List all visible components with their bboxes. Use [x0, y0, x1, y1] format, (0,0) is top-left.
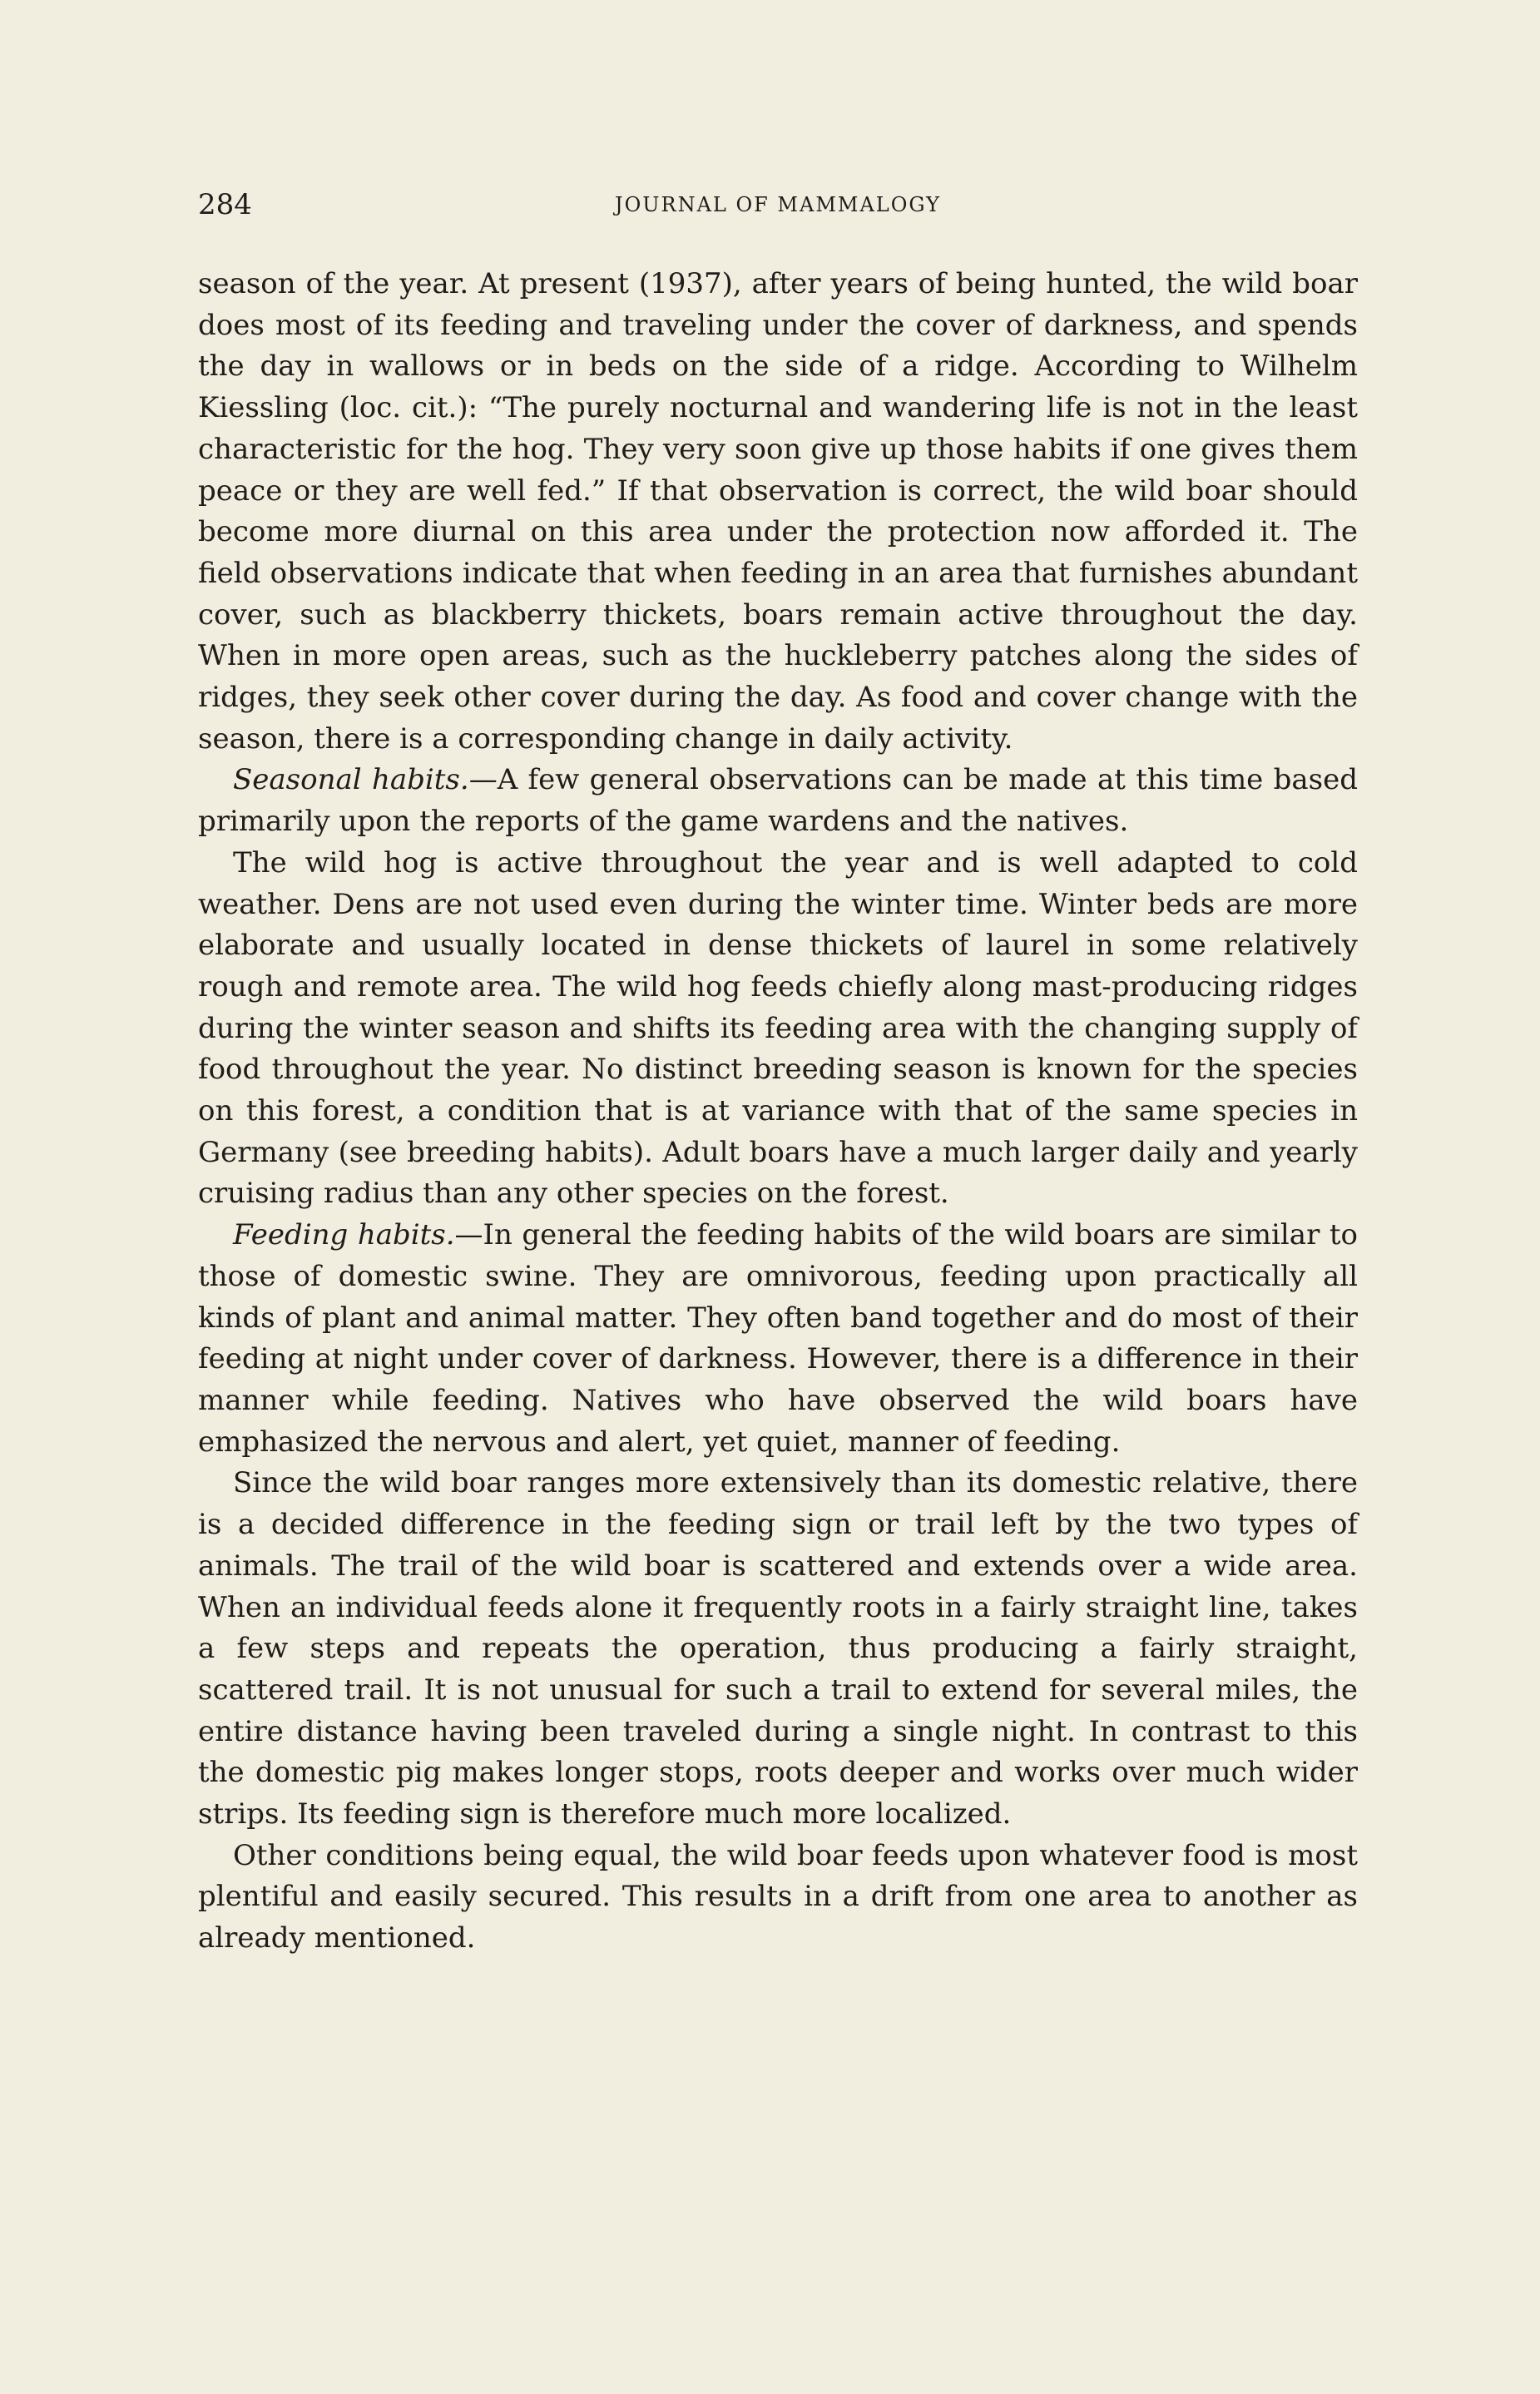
paragraph-seasonal-habits [198, 760, 1358, 842]
section-heading-seasonal-habits: Seasonal habits. [233, 763, 469, 797]
paragraph-text: Other conditions being equal, the wild boar feeds upon whatever food is most plentiful and easily secured. This results in a drift from one area to another as already mentioned. [198, 1838, 1358, 1955]
paragraph-text: —In general the feeding habits of the wild boars are similar to those of domestic swine. They are omnivorous, feeding upon practically all kinds of plant and animal matter. They often band together and do most of their feeding at night under cover of darkness. However, there is a difference in their manner while feeding. Natives who have observed the wild boars have emphasized the nervous and alert, yet quiet, manner of feeding. [198, 1218, 1358, 1459]
body-text [198, 264, 1358, 1960]
running-head [198, 185, 1358, 225]
paragraph-text: Since the wild boar ranges more extensively than its domestic relative, there is a decided difference in the feeding sign or trail left by the two types of animals. The trail of the wild boar is scattered and extends over a wide area. When an individual feeds alone it frequently roots in a fairly straight line, takes a few steps and repeats the operation, thus producing a fairly straight, scattered trail. It is not unusual for such a trail to extend for several miles, the entire distance having been traveled during a single night. In contrast to this the domestic pig makes longer stops, roots deeper and works over much wider strips. Its feeding sign is therefore much more localized. [198, 1466, 1358, 1831]
section-heading-feeding-habits: Feeding habits. [233, 1218, 455, 1252]
page-number: 284 [198, 188, 252, 221]
paragraph-feeding-trail [198, 1463, 1358, 1835]
paragraph-daily-activity [198, 264, 1358, 760]
journal-title: JOURNAL OF MAMMALOGY [614, 193, 942, 216]
paragraph-text: The wild hog is active throughout the year and is well adapted to cold weather. Dens are not used even during the winter time. Winter beds are more elaborate and usually located in dense thickets of laurel in some relatively rough and remote area. The wild hog feeds chiefly along mast-producing ridges during the winter season and shifts its feeding area with the changing supply of food throughout the year. No distinct breeding season is known for the species on this forest, a condition that is at variance with that of the same species in Germany (see breeding habits). Adult boars have a much larger daily and yearly cruising radius than any other species on the forest. [198, 845, 1358, 1211]
paragraph-winter-activity [198, 843, 1358, 1215]
paragraph-text: season of the year. At present (1937), after years of being hunted, the wild boar does most of its feeding and traveling under the cover of darkness, and spends the day in wallows or in beds on the side of a ridge. According to Wilhelm Kiessling (loc. cit.): “The purely nocturnal and wandering life is not in the least characteristic for the hog. They very soon give up those habits if one gives them peace or they are well fed.” If that observation is correct, the wild boar should become more diurnal on this area under the protection now afforded it. The field observations indicate that when feeding in an area that furnishes abundant cover, such as blackberry thickets, boars remain active throughout the day. When in more open areas, such as the huckleberry patches along the sides of ridges, they seek other cover during the day. As food and cover change with the season, there is a corresponding change in daily activity. [198, 267, 1358, 756]
paragraph-food-drift [198, 1836, 1358, 1960]
paragraph-text: —A few general observations can be made at this time based primarily upon the reports of the game wardens and the natives. [198, 763, 1358, 839]
paragraph-feeding-habits [198, 1215, 1358, 1463]
